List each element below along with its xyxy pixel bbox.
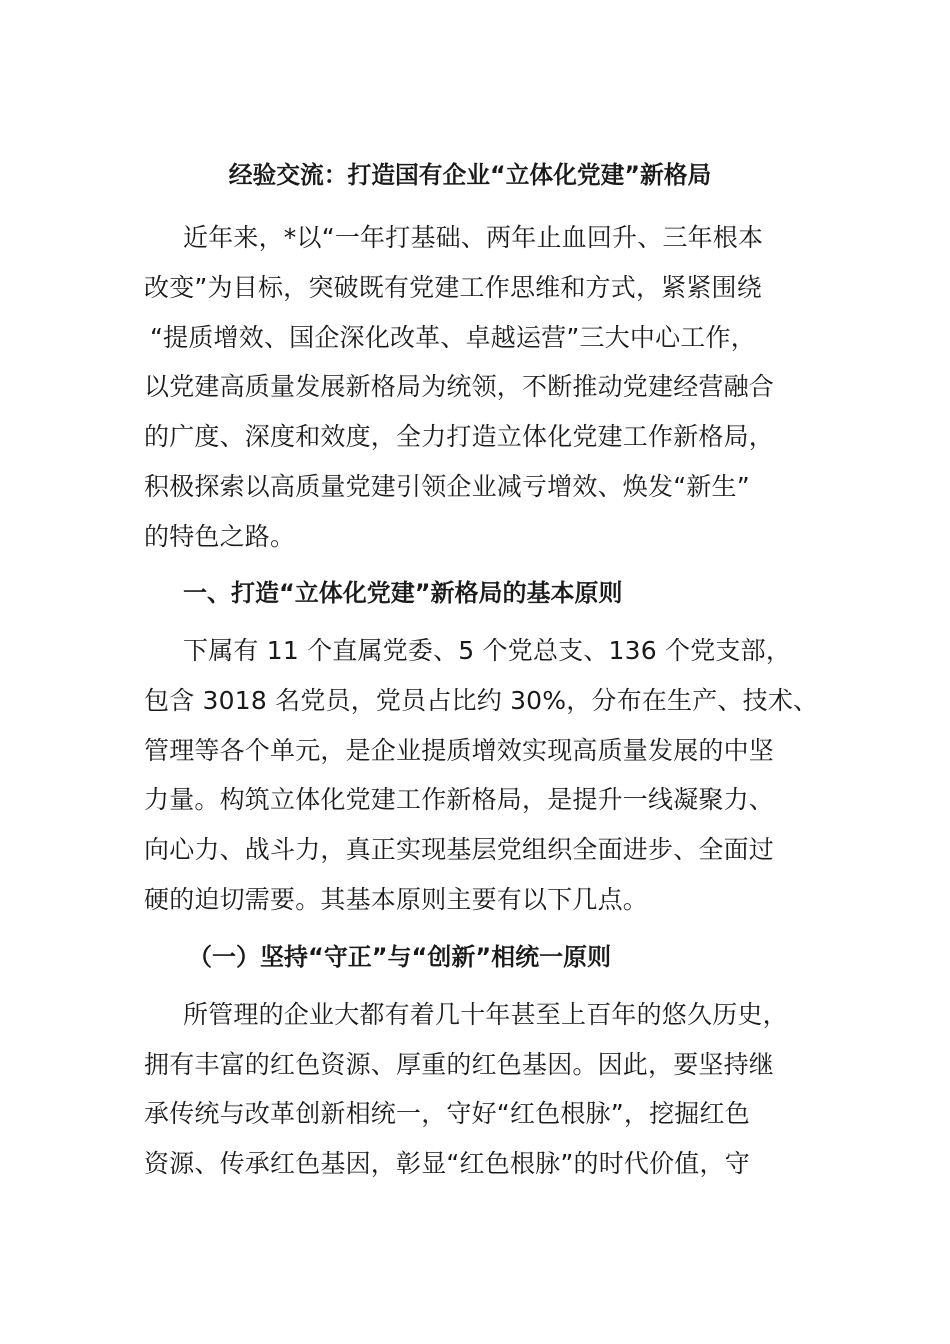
paragraph-line: 近年来，*以“一年打基础、两年止血回升、三年根本	[183, 223, 764, 252]
paragraph-line: 下属有 11 个直属党委、5 个党总支、136 个党支部，	[183, 636, 792, 665]
paragraph-line: 包含 3018 名党员，党员占比约 30%，分布在生产、技术、	[144, 686, 819, 715]
paragraph-line: 拥有丰富的红色资源、厚重的红色基因。因此，要坚持继	[144, 1050, 775, 1079]
subsection-heading: （一）坚持“守正”与“创新”相统一原则	[188, 943, 612, 971]
paragraph-line: 管理等各个单元，是企业提质增效实现高质量发展的中坚	[144, 736, 775, 765]
paragraph-line: 的广度、深度和效度，全力打造立体化党建工作新格局，	[144, 422, 775, 451]
paragraph-line: 承传统与改革创新相统一，守好“红色根脉”，挖掘红色	[144, 1099, 750, 1128]
paragraph-line: 资源、传承红色基因，彰显“红色根脉”的时代价值，守	[144, 1149, 750, 1178]
paragraph-line: 所管理的企业大都有着几十年甚至上百年的悠久历史，	[183, 1000, 788, 1029]
section-heading: 一、打造“立体化党建”新格局的基本原则	[183, 579, 623, 607]
paragraph-line: 力量。构筑立体化党建工作新格局，是提升一线凝聚力、	[144, 785, 775, 814]
paragraph-line: 硬的迫切需要。其基本原则主要有以下几点。	[144, 885, 649, 914]
paragraph-line: 以党建高质量发展新格局为统领，不断推动党建经营融合	[144, 372, 775, 401]
paragraph-line: 积极探索以高质量党建引领企业减亏增效、焕发“新生”	[144, 472, 750, 501]
paragraph-line: 向心力、战斗力，真正实现基层党组织全面进步、全面过	[144, 835, 775, 864]
paragraph-line: “提质增效、国企深化改革、卓越运营”三大中心工作，	[150, 323, 756, 352]
paragraph-line: 的特色之路。	[144, 522, 296, 551]
paragraph-line: 改变”为目标，突破既有党建工作思维和方式，紧紧围绕	[144, 273, 762, 302]
document-title: 经验交流：打造国有企业“立体化党建”新格局	[228, 161, 712, 189]
